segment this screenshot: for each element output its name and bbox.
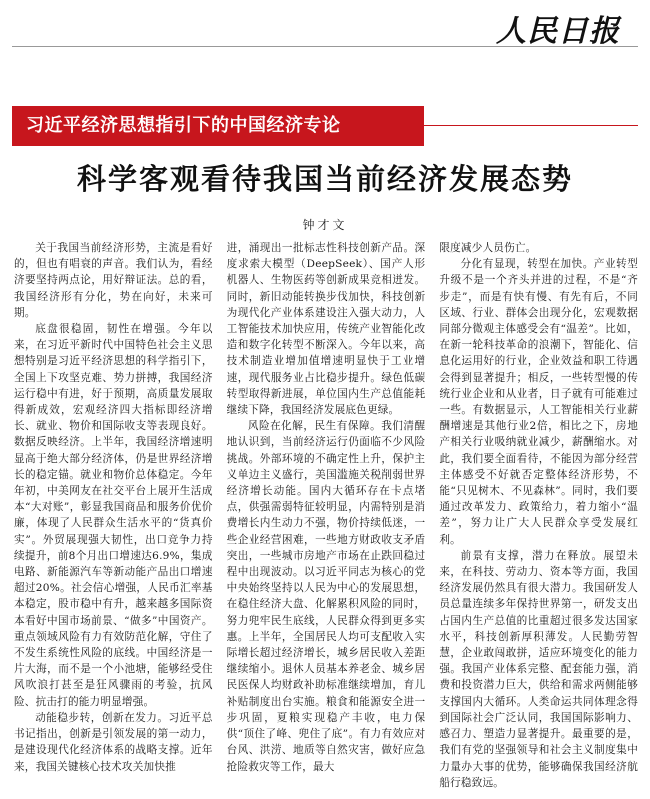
article-column-3 — [439, 240, 638, 796]
paragraph: 底盘很稳固，韧性在增强。今年以来，在习近平新时代中国特色社会主义思想特别是习近平经济思想的科学指引下，全国上下攻坚克难、势力拼搏，我国经济运行稳中有进，好于预期，高质量发展取得新成效，宏观经济四大指标即经济增长、就业、物价和国际收支等表现良好。数据反映经济。上半年，我国经济增速明显高于绝大部分经济体，仍是世界经济增长的稳定锚。就业和物价总体稳定。今年年初，中美网友在社交平台上展开生活成本“大对账”，彰显我国商品和服务价优价廉，体现了人民群众生活水平的“货真价实”。外贸展现强大韧性，出口竞争力持续提升，前8个月出口增速达6.9%，集成电路、新能源汽车等新动能产品出口增速超过20%。社会信心增强，人民币汇率基本稳定，股市稳中有升，越来越多国际资本看好中国市场前景、“做多”中国资产。重点领域风险有力有效防范化解，守住了不发生系统性风险的底线。中国经济是一片大海，而不是一个小池塘，能够经受住风吹浪打甚至是狂风骤雨的考验，抗风险、抗击打的能力明显增强。 — [14, 323, 213, 708]
paragraph: 限度减少人员伤亡。 — [439, 242, 537, 254]
paragraph: 前景有支撑，潜力在释放。展望未来，在科技、劳动力、资本等方面，我国经济发展仍然具有很大潜力。我国研发人员总量连续多年保持世界第一，研发支出占国内生产总值的比重超过很多发达国家水平，科技创新厚积薄发。人民勤劳智慧，企业敢闯敢拼，适应环境变化的能力强。我国产业体系完整、配套能力强，消费和投资潜力巨大，供给和需求两侧能够支撑国内大循环。人类命运共同体理念得到国际社会广泛认同，我国国际影响力、感召力、塑造力显著提升。最重要的是，我们有党的坚强领导和社会主义制度集中力量办大事的优势，能够确保我国经济航船行稳致远。 — [439, 549, 638, 789]
newspaper-masthead: 人民日报 — [496, 14, 620, 49]
paragraph: 风险在化解，民生有保障。我们清醒地认识到，当前经济运行仍面临不少风险挑战。外部环境的不确定性上升，保护主义单边主义盛行，美国滥施关税削弱世界经济增长动能。国内大循环存在卡点堵点，供强需弱特征较明显，内需特别是消费增长内生动力不强，物价持续低迷，一些企业经营困难，一些地方财政收支矛盾突出，一些城市房地产市场在止跌回稳过程中出现波动。以习近平同志为核心的党中央始终坚持以人民为中心的发展思想，在稳住经济大盘、化解累积风险的同时，努力兜牢民生底线，人民群众得到更多实惠。上半年，全国居民人均可支配收入实际增长超过经济增长，城乡居民收入差距继续缩小。退休人员基本养老金、城乡居民医保人均财政补助标准继续增加，育儿补贴制度出台实施。粮食和能源安全进一步巩固，夏粮实现稳产丰收，电力保供“顶住了峰、兜住了底”。有力有效应对台风、洪涝、地质等自然灾害，做好应急抢险救灾等工作，最大 — [226, 420, 426, 773]
paragraph: 动能稳步转，创新在发力。习近平总书记指出，创新是引领发展的第一动力，是建设现代化经济体系的战略支撑。近年来，我国关键核心技术攻关加快推 — [14, 711, 213, 773]
article-headline: 科学客观看待我国当前经济发展态势 — [76, 162, 573, 196]
article-column-2 — [227, 240, 426, 796]
header-rule — [12, 46, 638, 47]
article-column-1 — [14, 240, 213, 796]
article-body — [14, 240, 638, 796]
paragraph: 进，涌现出一批标志性科技创新产品。深度求索大模型（DeepSeek）、国产人形机器人、生物医药等创新成果竞相迸发。同时，新旧动能转换步伐加快，科技创新为现代化产业体系建设注入强大动力，人工智能技术加快应用，传统产业智能化改造和数字化转型不断深入。今年以来，高技术制造业增加值增速明显快于工业增速，现代服务业占比稳步提升。绿色低碳转型取得新进展，单位国内生产总值能耗继续下降，我国经济发展底色更绿。 — [226, 242, 426, 417]
article-byline: 钟才文 — [302, 218, 348, 232]
paragraph: 分化有显现，转型在加快。产业转型升级不是一个齐头并进的过程，不是“齐步走”，而是有快有慢、有先有后，不同区域、行业、群体会出现分化，宏观数据同部分微观主体感受会有“温差”。比如，在新一轮科技革命的浪潮下，智能化、信息化运用好的行业，企业效益和职工待遇会得到显著提升；相反，一些转型慢的传统行业企业和从业者，日子就有可能难过一些。有数据显示，人工智能相关行业薪酬增速是其他行业2倍，相比之下，房地产相关行业吸纳就业减少，薪酬缩水。对此，我们要全面看待，不能因为部分经营主体感受不好就否定整体经济形势，不能“只见树木、不见森林”。同时，我们要通过改革发力、政策给力，着力缩小“温差”，努力让广大人民群众享受发展红利。 — [439, 258, 638, 546]
paragraph: 关于我国当前经济形势，主流是看好的，但也有唱衰的声音。我们认为，看经济要坚持两点论，用好辩证法。总的看，我国经济形有分化，势在向好，未来可期。 — [14, 242, 213, 319]
series-banner: 习近平经济思想指引下的中国经济专论 — [12, 106, 424, 146]
banner-divider — [424, 125, 638, 126]
